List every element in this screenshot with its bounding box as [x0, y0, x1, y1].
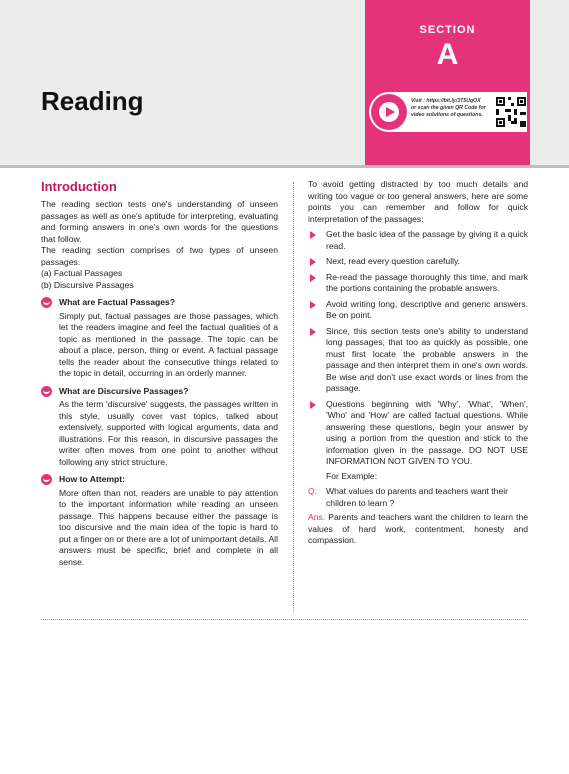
- type-discursive: (b) Discursive Passages: [41, 279, 134, 290]
- play-icon[interactable]: [371, 94, 407, 130]
- factual-body: Simply put, factual passages are those passages, which let the readers imagine and feel the factual qualities of a topic as mentioned in the passage. The topic can be about a place, person, thing or event. A factual passage tells the reader about the consecutive things related to the topic in detail, occurring in an orderly manner.: [59, 310, 278, 378]
- answer-mark-label: Ans.: [308, 512, 326, 522]
- left-column: [41, 179, 278, 568]
- smile-bullet-icon: [41, 297, 52, 308]
- attempt-body: More often than not, readers are unable to pay attention to the important information while reading an unseen passage. This happens because either the passage is too discursive and the main idea of the topic is hard to put a finger on or there are a lot of unimportant details. All answers must be specific, brief and complete in all sense.: [59, 487, 278, 567]
- types-paragraph: The reading section comprises of two types of unseen passages.: [41, 245, 278, 267]
- tips-intro: To avoid getting distracted by too much details and writing too vague or too general answers, here are some points you can remember and follow for quick interpretation of the passages:: [308, 179, 528, 224]
- section-letter: A: [436, 38, 459, 71]
- qr-code-icon[interactable]: [496, 96, 526, 128]
- type-factual: (a) Factual Passages: [41, 268, 123, 278]
- discursive-body: As the term 'discursive' suggests, the passages written in this style, usually cover vast topics, talked about extensively, supported with logical arguments, data and illustrations. For this reason, in discursive passages the writer often moves from one point to another without following any strict structure.: [59, 399, 278, 467]
- column-divider: [293, 182, 294, 612]
- arrow-bullet-icon: [310, 328, 316, 336]
- video-solutions-text: [411, 98, 493, 119]
- arrow-bullet-icon: [310, 401, 316, 409]
- arrow-bullet-icon: [310, 301, 316, 309]
- discursive-heading: [41, 386, 278, 398]
- tip-item: Since, this section tests one's ability to understand long passages, that too as quickly as possible, one must first locate the probable answers in the passage and then interpret them in one's own words. Be wise and don't use exact words or lines from the passage.: [308, 326, 528, 395]
- video-solutions-box[interactable]: [369, 92, 527, 132]
- smile-bullet-icon: [41, 474, 52, 485]
- example-question: [308, 486, 528, 509]
- qr-line-scan: or scan the given QR Code for: [411, 105, 486, 111]
- qr-line-url[interactable]: Visit : https://bit.ly/3T5UqOX: [411, 98, 481, 104]
- tip-item: Next, read every question carefully.: [308, 256, 528, 268]
- discursive-heading-text: What are Discursive Passages?: [59, 385, 189, 396]
- smile-bullet-icon: [41, 386, 52, 397]
- intro-paragraph: The reading section tests one's understanding of unseen passages as well as one's aptitude for interpreting, evaluating and forming answers in one's own words for the questions that follow.: [41, 199, 278, 244]
- factual-heading: [41, 297, 278, 309]
- section-tab: [365, 0, 530, 165]
- attempt-heading-text: How to Attempt:: [59, 474, 126, 484]
- question-text: What values do parents and teachers want their children to learn ?: [326, 486, 509, 508]
- bottom-rule: [41, 619, 528, 620]
- introduction-heading: Introduction: [41, 179, 117, 194]
- tip-item: Questions beginning with 'Why', 'What', 'When', 'Who' and 'How' are called factual questions. While answering these questions, begin your answer by using a portion from the question and stick to the information given in the passage. DO NOT USE INFORMATION NOT GIVEN TO YOU.: [308, 399, 528, 468]
- arrow-bullet-icon: [310, 231, 316, 239]
- qr-line-solutions: video solutions of questions.: [411, 112, 483, 118]
- tip-item: Avoid writing long, descriptive and generic answers. Be on point.: [308, 299, 528, 322]
- arrow-bullet-icon: [310, 274, 316, 282]
- tip-item: Get the basic idea of the passage by giving it a quick read.: [308, 229, 528, 252]
- example-answer: [308, 512, 528, 547]
- tip-item: Re-read the passage thoroughly this time, and mark the portions containing the probable answers.: [308, 272, 528, 295]
- page-title: Reading: [41, 86, 144, 116]
- arrow-bullet-icon: [310, 258, 316, 266]
- answer-text: Parents and teachers want the children to learn the values of hard work, contentment, honesty and compassion.: [308, 512, 529, 545]
- section-label: SECTION: [419, 24, 476, 36]
- right-column: [308, 179, 528, 547]
- header-rule: [0, 165, 569, 168]
- factual-heading-text: What are Factual Passages?: [59, 297, 176, 307]
- attempt-heading: [41, 474, 278, 486]
- example-label: For Example:: [326, 470, 378, 481]
- question-mark-label: Q.: [308, 486, 318, 496]
